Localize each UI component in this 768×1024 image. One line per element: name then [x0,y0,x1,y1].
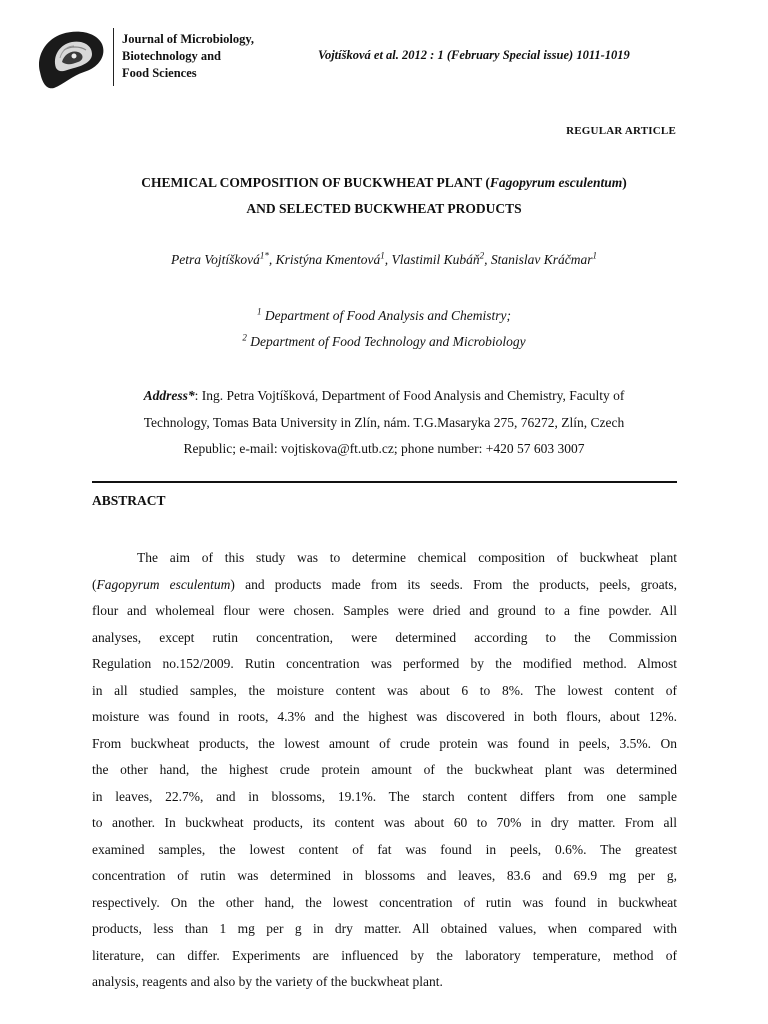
journal-name [122,31,292,82]
abstract-line: flour and wholemeal flour were chosen. Samples were dried and ground to a fine powder. All [92,603,677,618]
header-divider [113,28,114,86]
paper-title [60,170,708,222]
journal-name-line: Food Sciences [122,66,197,80]
abstract-line: the other hand, the highest crude protein amount of the buckwheat plant was determined [92,762,677,777]
abstract-line-2-pre: ( [92,576,97,592]
abstract-line: to another. In buckwheat products, its content was about 60 to 70% in dry matter. From all [92,815,677,830]
author-affiliation-mark: 1* [259,250,269,261]
author-name: Petra Vojtíšková [170,252,260,267]
journal-name-line: Journal of Microbiology, [122,32,255,46]
abstract-line: in all studied samples, the moisture content was about 6 to 8%. The lowest content of [92,682,677,698]
species-name: Fagopyrum esculentum [96,576,231,592]
author-affiliation-mark: 1 [380,250,385,261]
microbe-logo-icon [34,28,106,92]
article-type: REGULAR ARTICLE [566,125,676,137]
title-latin-name: Fagopyrum esculentum [489,175,623,190]
author-name: Stanislav Kráčmar [490,252,593,267]
author-affiliation-mark: 2 [479,250,485,261]
abstract-line-2-post: ) and products made from its seeds. From the products, peels, groats, [230,576,677,592]
citation: Vojtíšková et al. 2012 : 1 (February Special issue) 1011-1019 [318,48,630,62]
abstract-line: respectively. On the other hand, the lowest concentration of rutin was found in buckwheat [92,894,677,910]
author-name: Vlastimil Kubáň [391,252,480,267]
corresponding-address [92,383,676,463]
abstract-line: analyses, except rutin concentration, were determined according to the Commission [92,629,677,645]
abstract-line: in leaves, 22.7%, and in blossoms, 19.1%. The starch content differs from one sample [92,788,677,804]
journal-name-line: Biotechnology and [122,49,221,63]
affiliation-text: Department of Food Analysis and Chemistry; [264,308,511,323]
address-line-2: Technology, Tomas Bata University in Zlín, nám. T.G.Masaryka 275, 76272, Zlín, Czech [143,414,625,430]
title-line-1-post: ) [622,175,627,190]
affiliation-text: Department of Food Technology and Microbiology [250,334,526,349]
affiliation [60,329,708,355]
affiliation-mark: 1 [257,306,262,317]
abstract-line: examined samples, the lowest content of fat was found in peels, 0.6%. The greatest [92,841,677,857]
abstract-line: moisture was found in roots, 4.3% and the highest was discovered in both flours, about 12%. [92,709,677,724]
section-divider [92,481,677,483]
abstract-line: products, less than 1 mg per g in dry matter. All obtained values, when compared with [92,921,677,936]
author-list: Petra Vojtíšková$^{1*}$, Kristýna Kmentová$^1$, Vlastimil Kubáň$^2$, Stanislav Kráčmar$^1$ [170,250,597,267]
abstract-line: Regulation no.152/2009. Rutin concentration was performed by the modified method. Almost [92,656,677,671]
title-line-1-pre: CHEMICAL COMPOSITION OF BUCKWHEAT PLANT ( [141,175,490,190]
journal-logo [34,28,106,92]
affiliation [60,303,708,329]
abstract-line: concentration of rutin was determined in blossoms and leaves, 83.6 and 69.9 mg per g, [92,868,677,883]
address-line-1 [92,383,676,410]
abstract-line [92,572,677,599]
author-name: Kristýna Kmentová [275,252,381,267]
address-label: Address* [143,388,195,403]
title-line-1 [60,170,708,196]
affiliation-list [60,303,708,355]
address-line-1-text: : Ing. Petra Vojtíšková, Department of Food Analysis and Chemistry, Faculty of [194,388,625,403]
affiliation-mark: 2 [242,332,247,343]
title-line-2: AND SELECTED BUCKWHEAT PRODUCTS [246,201,522,216]
address-line-3: Republic; e-mail: vojtiskova@ft.utb.cz; phone number: +420 57 603 3007 [183,441,585,456]
abstract-heading: ABSTRACT [92,493,166,508]
author-affiliation-mark: 1 [592,250,597,261]
abstract-body [92,545,677,996]
abstract-line: The aim of this study was to determine chemical composition of buckwheat plant [137,550,677,565]
abstract-line: literature, can differ. Experiments are influenced by the laboratory temperature, method of [92,947,677,963]
abstract-line: From buckwheat products, the lowest amount of crude protein was found in peels, 3.5%. On [92,735,677,751]
abstract-line: analysis, reagents and also by the variety of the buckwheat plant. [92,974,443,989]
